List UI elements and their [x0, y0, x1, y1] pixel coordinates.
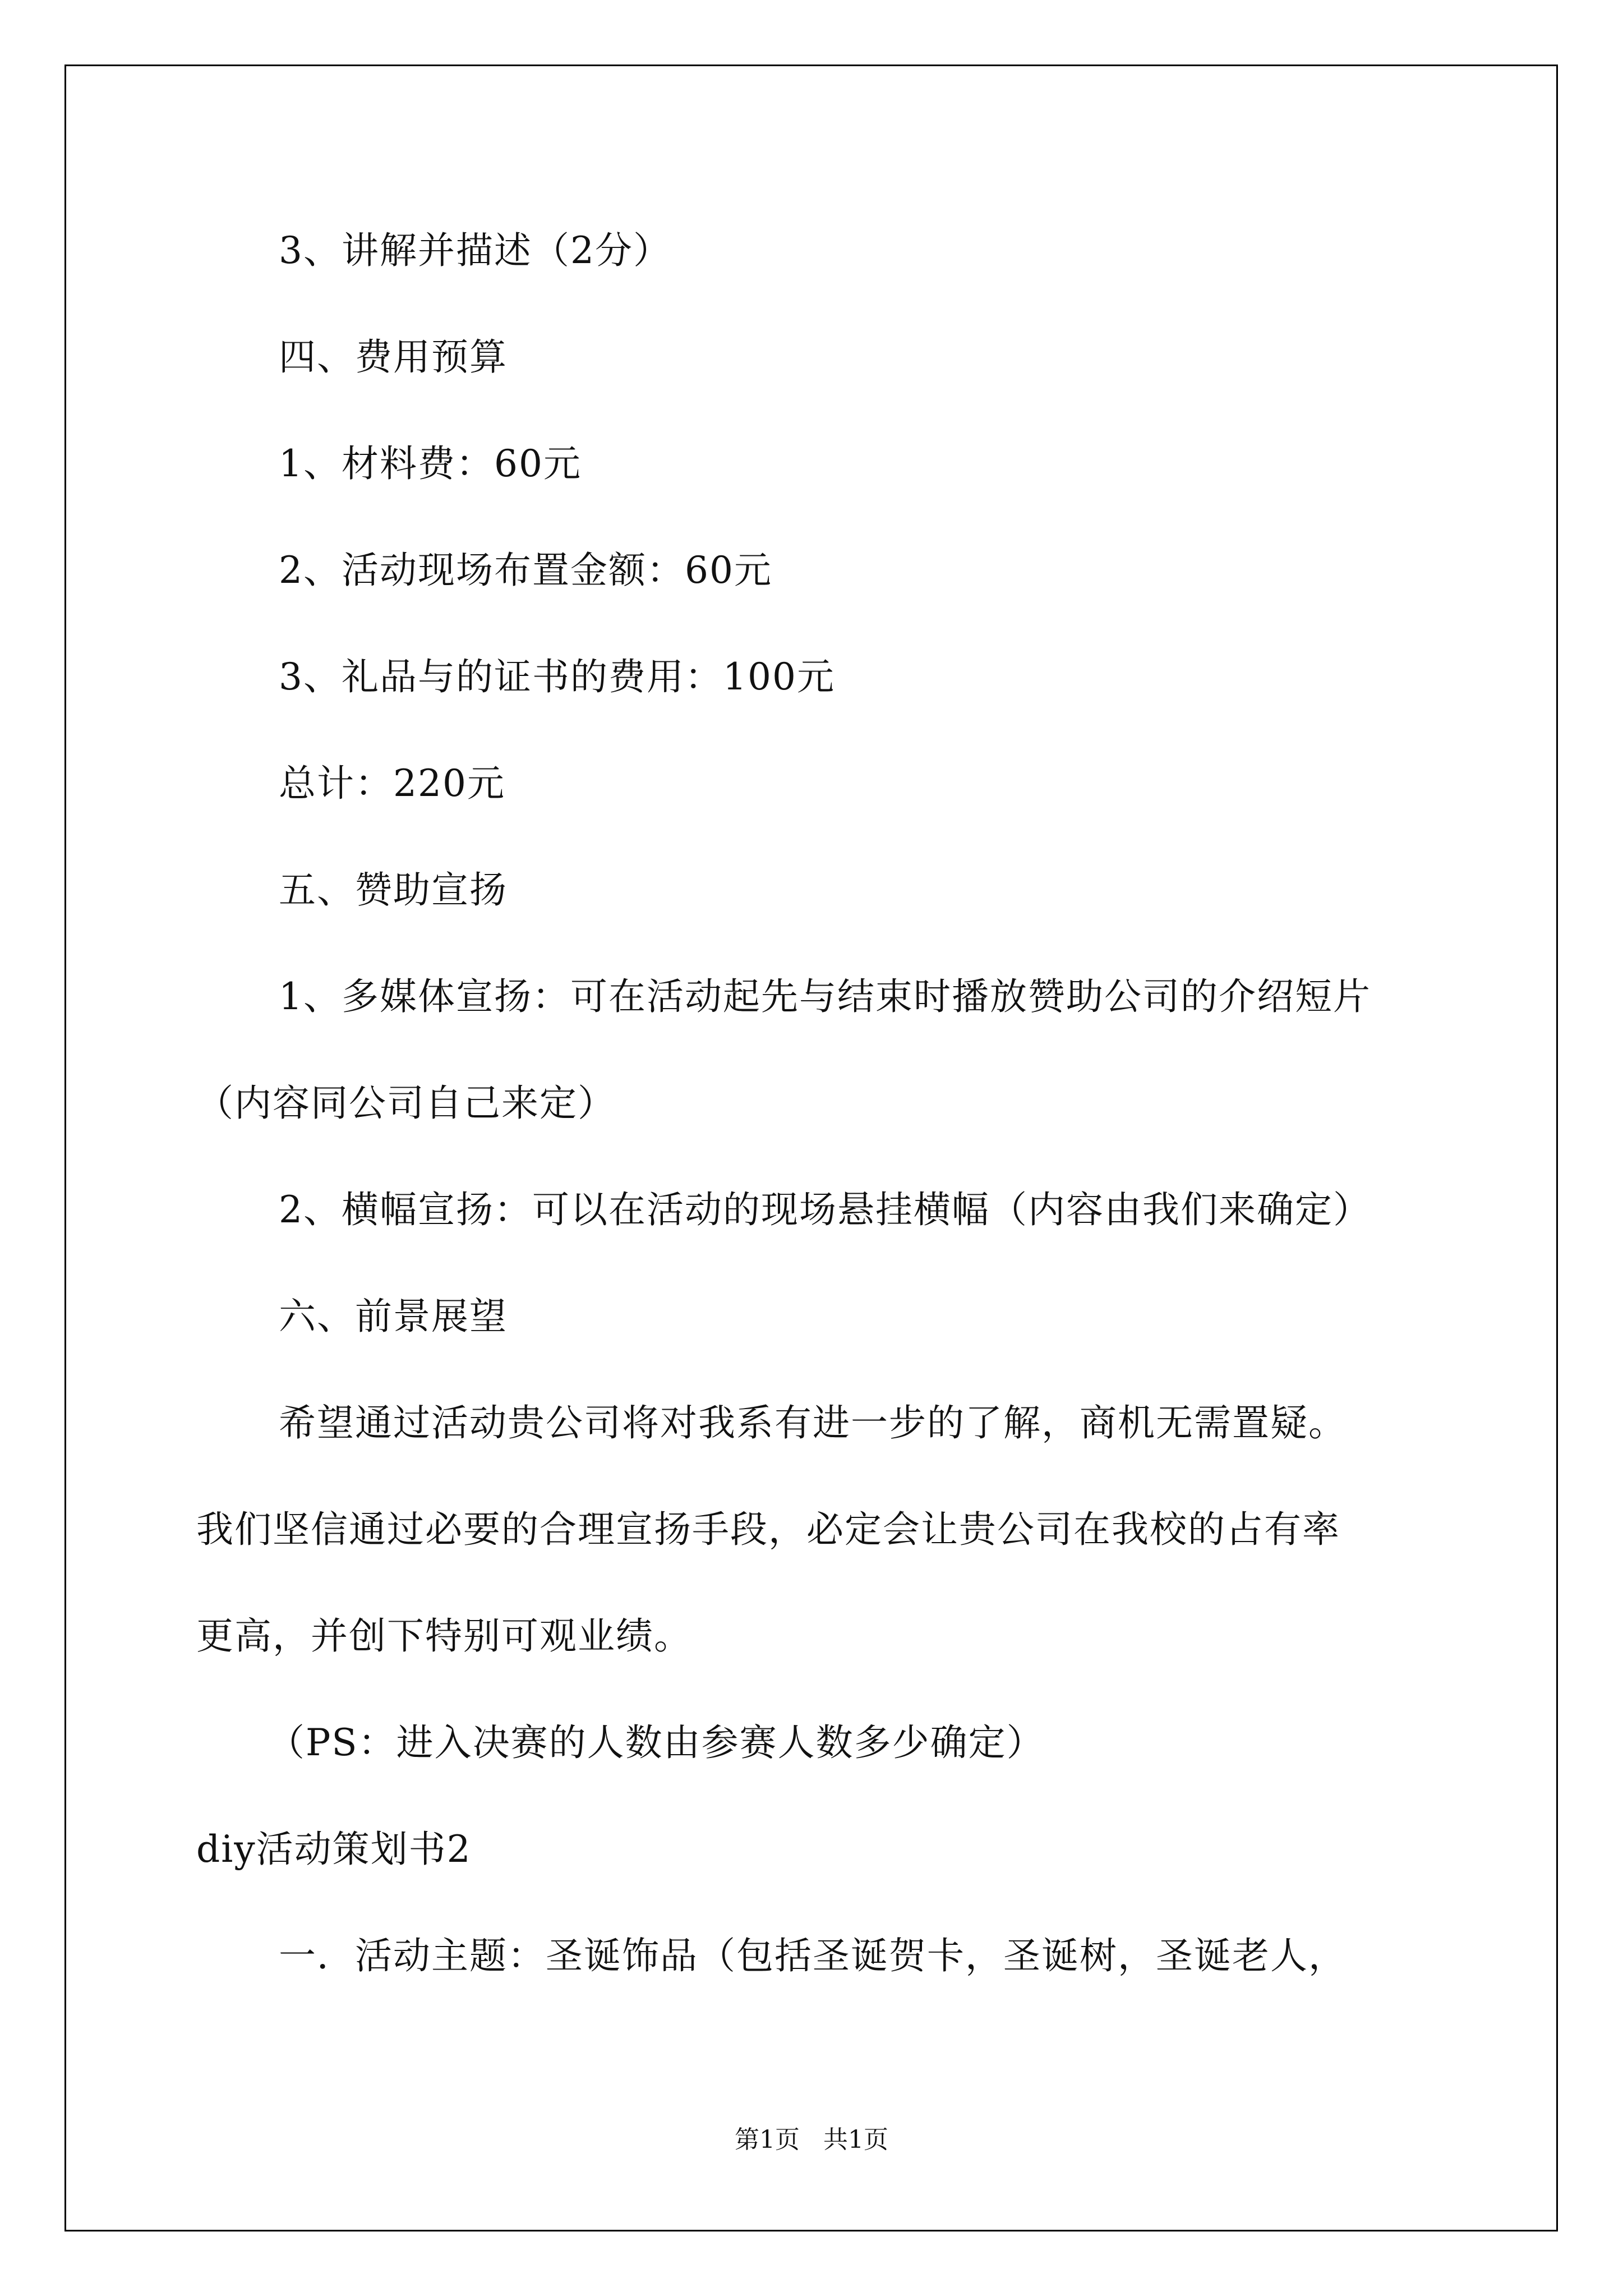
text-line: 更高，并创下特别可观业绩。	[196, 1614, 692, 1658]
text-line: 2、活动现场布置金额：60元	[279, 549, 772, 592]
text-line: 3、讲解并描述（2分）	[279, 229, 671, 272]
section-heading: 六、前景展望	[279, 1295, 508, 1338]
text-line: 我们坚信通过必要的合理宣扬手段，必定会让贵公司在我校的占有率	[196, 1508, 1340, 1551]
page-footer: 第1页 共1页	[735, 2125, 888, 2154]
page-border	[64, 65, 1558, 2231]
text-line: （PS：进入决赛的人数由参赛人数多少确定）	[268, 1721, 1045, 1764]
text-line: （内容同公司自己来定）	[196, 1082, 616, 1125]
text-line: 3、礼品与的证书的费用：100元	[279, 655, 835, 698]
section-heading: 五、赞助宣扬	[279, 868, 508, 912]
document-title: diy活动策划书2	[196, 1828, 472, 1871]
text-line: 一．活动主题：圣诞饰品（包括圣诞贺卡，圣诞树，圣诞老人，	[279, 1934, 1347, 1977]
text-line: 总计：220元	[279, 762, 505, 805]
section-heading: 四、费用预算	[279, 335, 508, 379]
text-line: 1、多媒体宣扬：可在活动起先与结束时播放赞助公司的介绍短片	[279, 975, 1371, 1018]
text-line: 2、横幅宣扬：可以在活动的现场悬挂横幅（内容由我们来确定）	[279, 1188, 1371, 1231]
text-line: 1、材料费：60元	[279, 442, 582, 485]
text-line: 希望通过活动贵公司将对我系有进一步的了解，商机无需置疑。	[279, 1401, 1347, 1444]
